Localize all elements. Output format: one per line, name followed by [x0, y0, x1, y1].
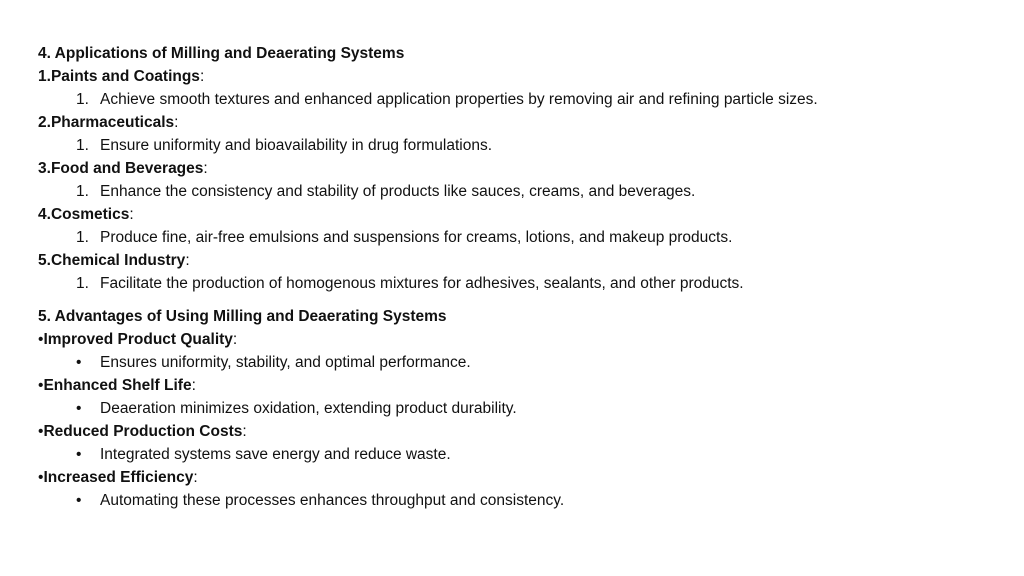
sub-list-number: 1.	[76, 183, 89, 200]
application-item	[38, 65, 998, 88]
advantage-detail	[38, 443, 998, 466]
colon: :	[232, 331, 238, 348]
application-item	[38, 249, 998, 272]
bullet-icon: •	[76, 492, 82, 509]
advantage-detail	[38, 351, 998, 374]
application-number: 2.	[38, 114, 51, 131]
application-number: 3.	[38, 160, 51, 177]
application-number: 4.	[38, 206, 51, 223]
application-number: 1.	[38, 68, 51, 85]
application-item	[38, 203, 998, 226]
colon: :	[203, 160, 208, 177]
advantage-item	[38, 328, 998, 351]
advantage-item	[38, 466, 998, 489]
section-4-title: 4. Applications of Milling and Deaerating Systems	[38, 45, 405, 62]
application-item	[38, 157, 998, 180]
bullet-icon: •	[38, 377, 44, 394]
advantage-item	[38, 374, 998, 397]
application-detail-text: Facilitate the production of homogenous mixtures for adhesives, sealants, and other products.	[100, 275, 744, 292]
advantage-heading: Improved Product Quality	[43, 331, 233, 348]
application-detail	[38, 226, 998, 249]
slide-content	[38, 42, 998, 512]
advantage-detail-text: Ensures uniformity, stability, and optimal performance.	[100, 354, 471, 371]
application-detail	[38, 272, 998, 295]
colon: :	[174, 114, 179, 131]
sub-list-number: 1.	[76, 229, 89, 246]
application-heading: Paints and Coatings	[50, 68, 200, 85]
section-5-title: 5. Advantages of Using Milling and Deaerating Systems	[38, 308, 447, 325]
bullet-icon: •	[76, 446, 82, 463]
sub-list-number: 1.	[76, 137, 89, 154]
colon: :	[242, 423, 247, 440]
advantage-item	[38, 420, 998, 443]
application-heading: Pharmaceuticals	[50, 114, 175, 131]
application-detail-text: Produce fine, air-free emulsions and suspensions for creams, lotions, and makeup products.	[100, 229, 733, 246]
application-detail	[38, 88, 998, 111]
advantage-heading: Enhanced Shelf Life	[43, 377, 192, 394]
colon: :	[193, 469, 198, 486]
application-detail-text: Achieve smooth textures and enhanced application properties by removing air and refining particle sizes.	[100, 91, 818, 108]
application-heading: Food and Beverages	[50, 160, 204, 177]
sub-list-number: 1.	[76, 91, 89, 108]
application-number: 5.	[38, 252, 51, 269]
application-detail-text: Enhance the consistency and stability of products like sauces, creams, and beverages.	[100, 183, 696, 200]
application-heading: Chemical Industry	[50, 252, 186, 269]
advantage-detail	[38, 489, 998, 512]
advantage-detail-text: Deaeration minimizes oxidation, extending product durability.	[100, 400, 517, 417]
section-spacer	[38, 295, 998, 305]
bullet-icon: •	[76, 354, 82, 371]
advantage-detail	[38, 397, 998, 420]
sub-list-number: 1.	[76, 275, 89, 292]
bullet-icon: •	[76, 400, 82, 417]
application-detail	[38, 180, 998, 203]
application-detail	[38, 134, 998, 157]
bullet-icon: •	[38, 331, 44, 348]
application-detail-text: Ensure uniformity and bioavailability in drug formulations.	[100, 137, 493, 154]
advantage-heading: Reduced Production Costs	[43, 423, 243, 440]
application-heading: Cosmetics	[50, 206, 130, 223]
colon: :	[199, 68, 205, 85]
bullet-icon: •	[38, 423, 44, 440]
colon: :	[191, 377, 196, 394]
colon: :	[129, 206, 134, 223]
bullet-icon: •	[38, 469, 44, 486]
colon: :	[185, 252, 190, 269]
application-item	[38, 111, 998, 134]
advantage-heading: Increased Efficiency	[43, 469, 194, 486]
advantage-detail-text: Automating these processes enhances throughput and consistency.	[100, 492, 565, 509]
advantage-detail-text: Integrated systems save energy and reduce waste.	[100, 446, 451, 463]
